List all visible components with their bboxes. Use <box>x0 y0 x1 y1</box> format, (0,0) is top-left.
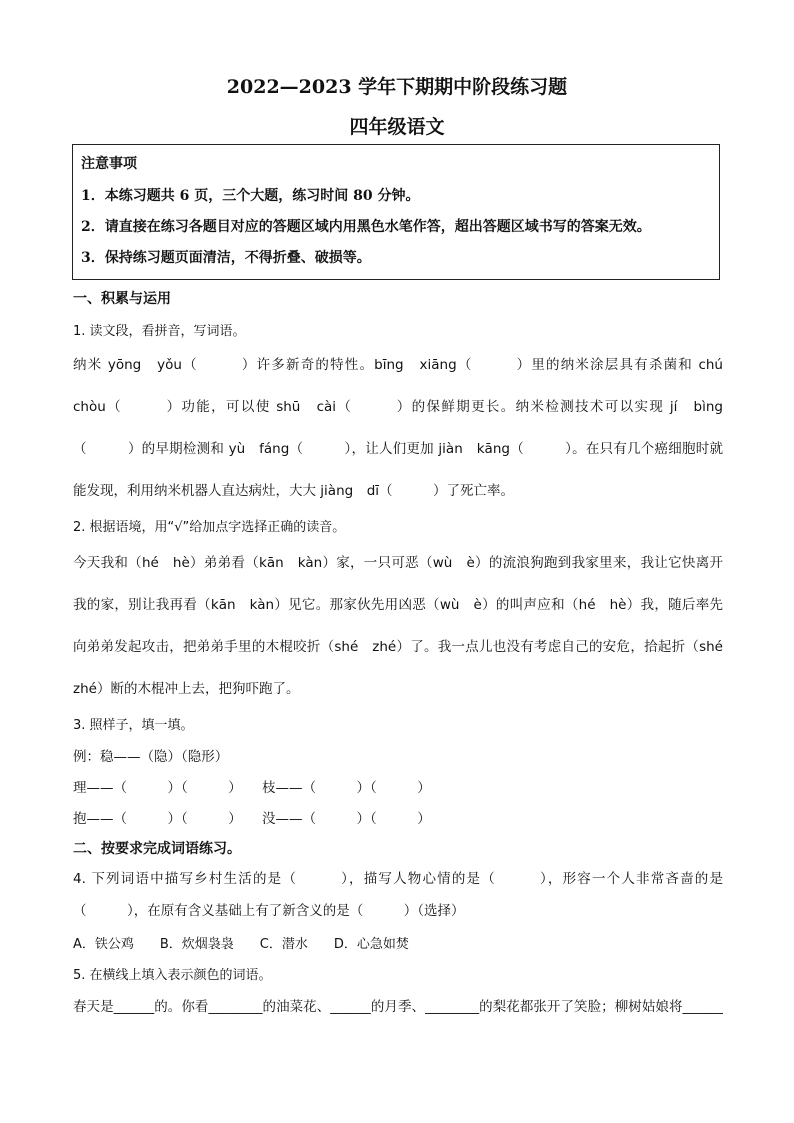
section-heading-2: 二、按要求完成词语练习。 <box>73 841 241 857</box>
exam-subtitle: 四年级语文 <box>349 116 445 138</box>
question-2-passage <box>73 542 723 710</box>
question-1-prompt: 1. 读文段，看拼音，写词语。 <box>73 324 246 339</box>
question-3-prompt: 3. 照样子，填一填。 <box>73 718 194 733</box>
question-5-text: 春天是______的。你看________的油菜花、______的月季、________的梨花都张开了笑脸；柳树姑娘将______ <box>73 999 723 1015</box>
passage-line: 能发现，利用纳米机器人直达病灶，大大 jiàng dī（ ）了死亡率。 <box>73 483 515 499</box>
notice-item: 1．本练习题共 6 页，三个大题，练习时间 80 分钟。 <box>81 188 420 204</box>
question-5-prompt: 5. 在横线上填入表示颜色的词语。 <box>73 968 272 983</box>
passage-line: 向弟弟发起攻击，把弟弟手里的木棍咬折（shé zhé）了。我一点儿也没有考虑自己的安危，拾起折（shé <box>73 639 723 655</box>
question-1-passage <box>73 344 723 512</box>
question-4-line: （ ），在原有含义基础上有了新含义的是（ ）（选择） <box>73 903 465 919</box>
passage-line: zhé）断的木棍冲上去，把狗吓跑了。 <box>73 681 300 697</box>
exam-title: 2022—2023 学年下期期中阶段练习题 <box>226 76 568 98</box>
passage-line: chòu（ ）功能，可以使 shū cài（ ）的保鲜期更长。纳米检测技术可以实现 jí bìng <box>73 399 723 415</box>
notice-item: 2．请直接在练习各题目对应的答题区域内用黑色水笔作答，超出答题区域书写的答案无效。 <box>81 219 651 235</box>
question-3-row: 抱——（ ）（ ） 没——（ ）（ ） <box>73 811 431 827</box>
question-4 <box>73 862 723 926</box>
question-5-line <box>73 986 723 1028</box>
passage-line: 我的家，别让我再看（kān kàn）见它。那家伙先用凶恶（wù è）的叫声应和（hé hè）我，随后率先 <box>73 597 723 613</box>
section-heading-1: 一、积累与运用 <box>73 291 171 307</box>
question-3-example: 例：稳——（隐）（隐形） <box>73 749 229 765</box>
notice-item: 3．保持练习题页面清洁，不得折叠、破损等。 <box>81 250 371 266</box>
notice-title: 注意事项 <box>81 156 137 172</box>
passage-line: 纳米 yōng yǒu（ ）许多新奇的特性。bīng xiāng（ ）里的纳米涂层具有杀菌和 chú <box>73 357 723 373</box>
passage-line: （ ）的早期检测和 yù fáng（ ），让人们更加 jiàn kāng（ ）。在只有几个癌细胞时就 <box>73 441 723 457</box>
question-4-options: A．铁公鸡 B．炊烟袅袅 C．潜水 D．心急如焚 <box>73 937 409 952</box>
question-4-line: 4. 下列词语中描写乡村生活的是（ ），描写人物心情的是（ ），形容一个人非常吝啬的是 <box>73 871 723 887</box>
question-3-row: 理——（ ）（ ） 枝——（ ）（ ） <box>73 780 431 796</box>
notice-box <box>72 144 720 280</box>
question-2-prompt: 2. 根据语境，用“√”给加点字选择正确的读音。 <box>73 520 346 535</box>
passage-line: 今天我和（hé hè）弟弟看（kān kàn）家，一只可恶（wù è）的流浪狗跑到我家里来，我让它快离开 <box>73 555 723 571</box>
